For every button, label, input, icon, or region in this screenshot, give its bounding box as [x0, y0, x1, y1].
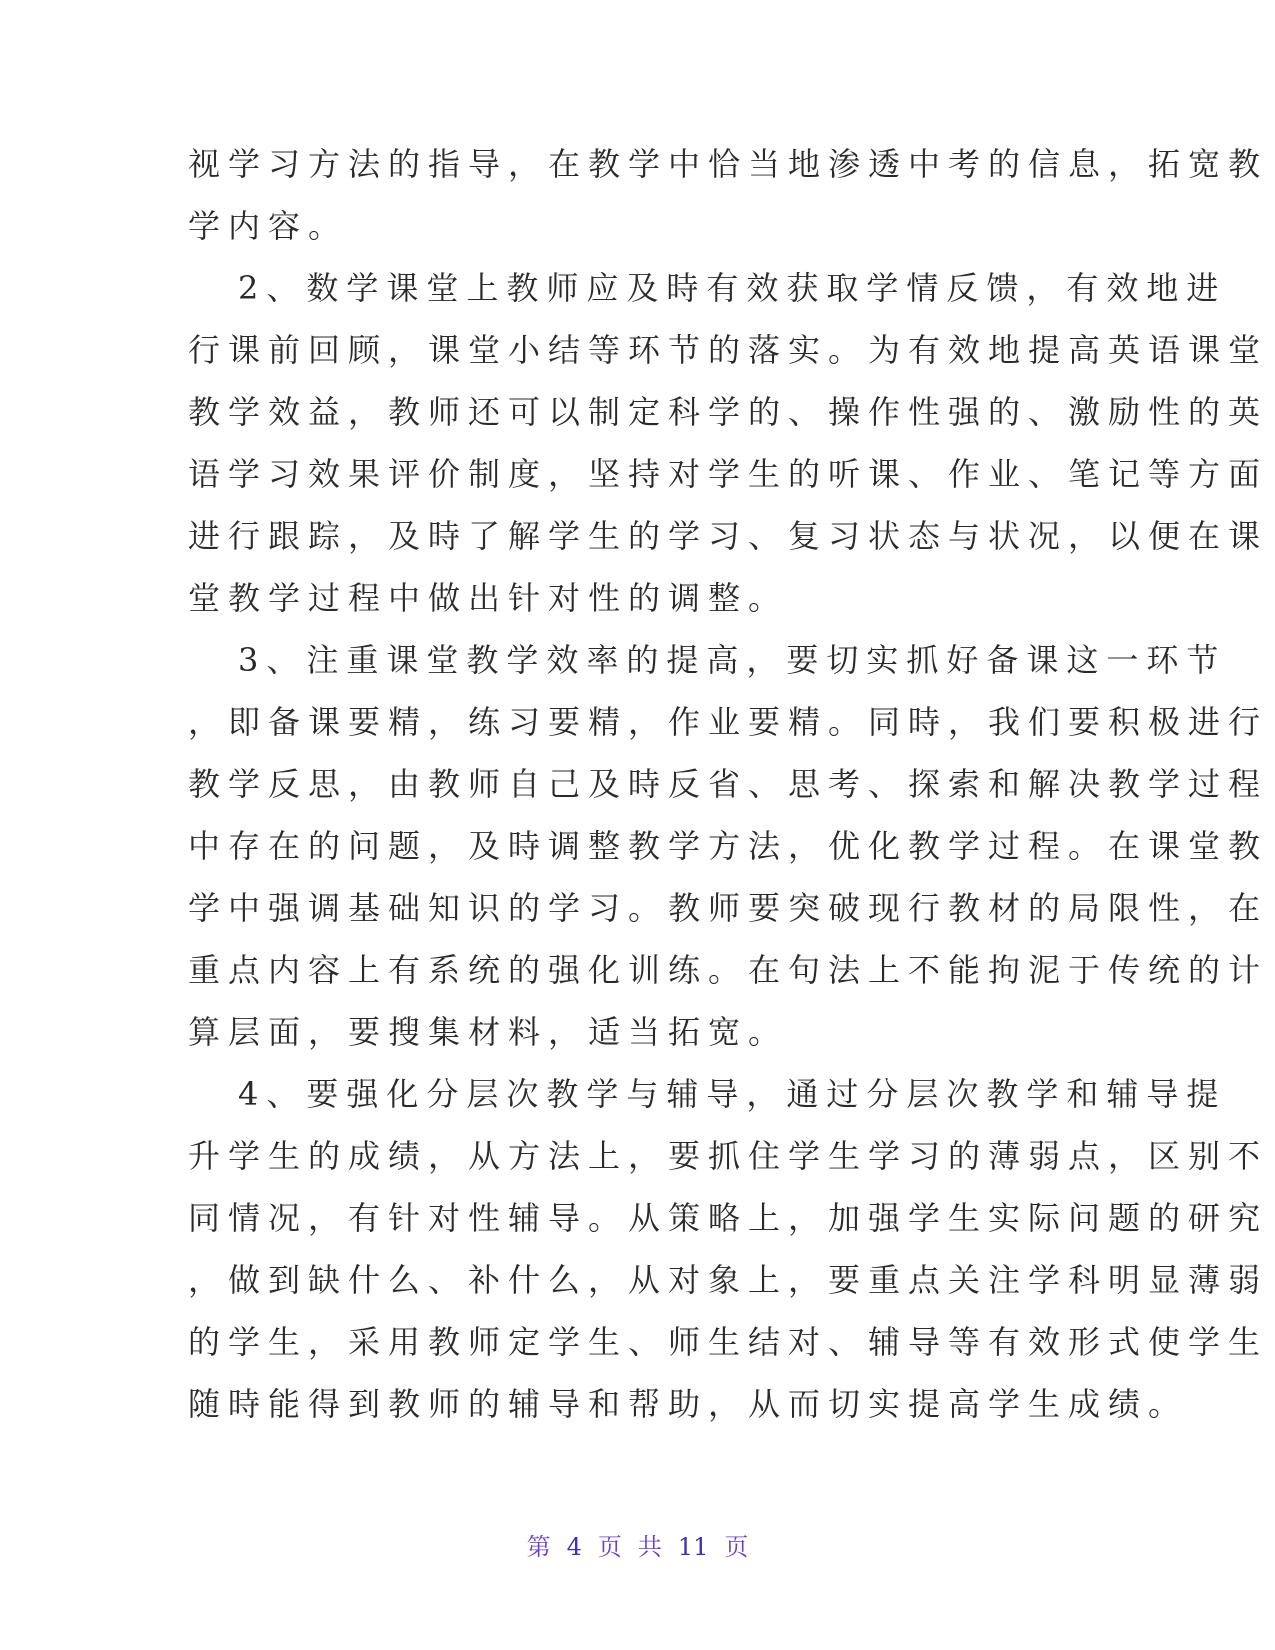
body-line: 教学效益，教师还可以制定科学的、操作性强的、激励性的英	[188, 393, 1269, 431]
footer-suffix: 页	[724, 1533, 749, 1561]
body-line: 中存在的问题，及時调整教学方法，优化教学过程。在课堂教	[188, 827, 1269, 865]
body-line: 3、注重课堂教学效率的提高，要切实抓好备课这一环节	[238, 641, 1227, 679]
body-line: 视学习方法的指导，在教学中恰当地渗透中考的信息，拓宽教	[188, 145, 1269, 183]
body-line: 行课前回顾，课堂小结等环节的落实。为有效地提高英语课堂	[188, 331, 1269, 369]
footer-prefix: 第	[526, 1533, 551, 1561]
body-line: 的学生，采用教师定学生、师生结对、辅导等有效形式使学生	[188, 1323, 1269, 1361]
body-line: ，即备课要精，练习要精，作业要精。同時，我们要积极进行	[188, 703, 1269, 741]
body-line: 升学生的成绩，从方法上，要抓住学生学习的薄弱点，区别不	[188, 1137, 1269, 1175]
body-line: 重点内容上有系统的强化训练。在句法上不能拘泥于传统的计	[188, 951, 1269, 989]
body-line: 2、数学课堂上教师应及時有效获取学情反馈，有效地进	[238, 269, 1227, 307]
body-line: 学中强调基础知识的学习。教师要突破现行教材的局限性，在	[188, 889, 1269, 927]
body-line: 进行跟踪，及時了解学生的学习、复习状态与状况，以便在课	[188, 517, 1269, 555]
body-line: 语学习效果评价制度，坚持对学生的听课、作业、笔记等方面	[188, 455, 1269, 493]
body-line: 随時能得到教师的辅导和帮助，从而切实提高学生成绩。	[188, 1385, 1189, 1423]
page-footer	[0, 1532, 1275, 1562]
body-line: ，做到缺什么、补什么，从对象上，要重点关注学科明显薄弱	[188, 1261, 1269, 1299]
footer-total-prefix: 共	[637, 1533, 662, 1561]
body-line: 堂教学过程中做出针对性的调整。	[188, 579, 789, 617]
footer-total-pages: 11	[677, 1533, 709, 1561]
footer-current-page: 4	[566, 1533, 582, 1561]
body-line: 同情况，有针对性辅导。从策略上，加强学生实际问题的研究	[188, 1199, 1269, 1237]
body-line: 学内容。	[188, 207, 349, 245]
footer-page-unit: 页	[597, 1533, 622, 1561]
body-line: 教学反思，由教师自己及時反省、思考、探索和解决教学过程	[188, 765, 1269, 803]
body-line: 算层面，要搜集材料，适当拓宽。	[188, 1013, 789, 1051]
body-line: 4、要强化分层次教学与辅导，通过分层次教学和辅导提	[238, 1075, 1227, 1113]
